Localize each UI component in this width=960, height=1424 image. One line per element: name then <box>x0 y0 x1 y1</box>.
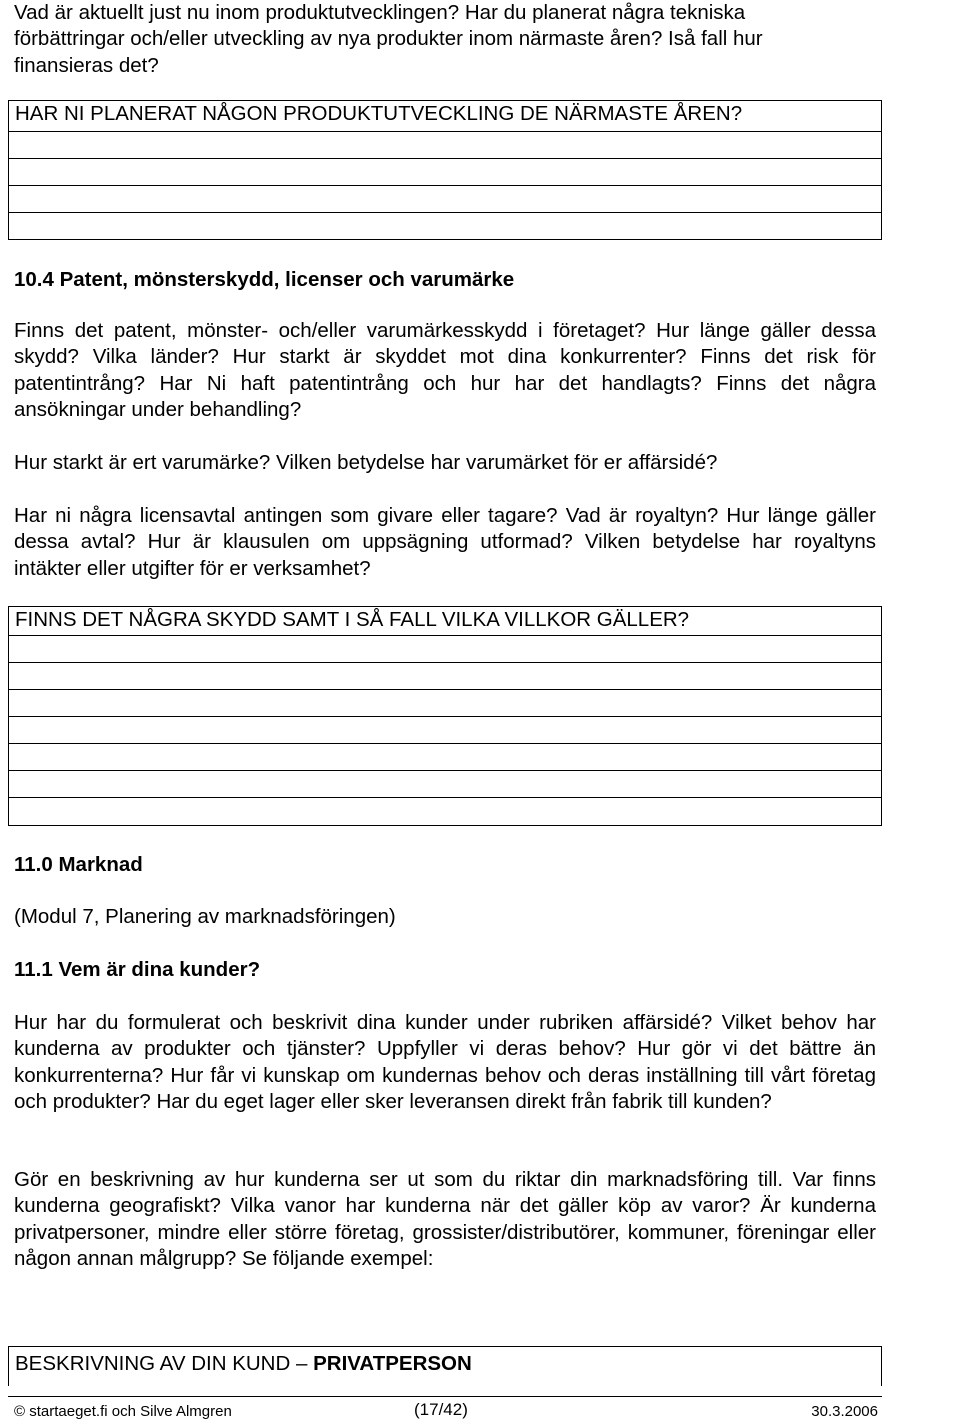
section-heading-11-0: 11.0 Marknad <box>14 853 143 876</box>
customers-paragraph: Hur har du formulerat och beskrivit dina kunder under rubriken affärsidé? Vilket behov har kunderna av produkter och tjänster? Uppfyller vi deras behov? Hur gör vi det bättre än konkurrenterna? Hur får vi kunskap om kundernas behov och deras inställning till vårt företag och produkter? Har du eget lager eller sker leveransen direkt från fabrik till kunden? <box>14 1011 876 1114</box>
answer-line <box>9 743 881 744</box>
patent-paragraph: Finns det patent, mönster- och/eller varumärkesskydd i företaget? Hur länge gäller dessa skydd? Vilka länder? Hur starkt är skyddet mot dina konkurrenter? Finns det risk för patentintrång? Har Ni haft patentintrång och hur har det handlagts? Finns det några ansökningar under behandling? <box>14 319 876 422</box>
footer-page-number: (17/42) <box>414 1400 468 1419</box>
answer-line <box>9 212 881 213</box>
protection-answer-box[interactable] <box>8 606 882 826</box>
section-heading-10-4: 10.4 Patent, mönsterskydd, licenser och varumärke <box>14 268 515 291</box>
answer-line <box>9 689 881 690</box>
customer-description-paragraph: Gör en beskrivning av hur kunderna ser ut som du riktar din marknadsföring till. Var finns kunderna geografiskt? Vilka vanor har kunderna när det gäller köp av varor? Är kunderna privatpersoner, mindre eller större företag, grossister/distributörer, kommuner, föreningar eller någon annan målgrupp? Se följande exempel: <box>14 1168 876 1271</box>
intro-line-2: förbättringar och/eller utveckling av nya produkter inom närmaste åren? Iså fall hur <box>14 27 763 51</box>
intro-line-1: Vad är aktuellt just nu inom produktutvecklingen? Har du planerat några tekniska <box>14 1 746 24</box>
answer-line <box>9 770 881 771</box>
footer-copyright: © startaeget.fi och Silve Almgren <box>14 1403 232 1420</box>
page-footer <box>14 1400 878 1423</box>
module-reference: (Modul 7, Planering av marknadsföringen) <box>14 905 396 928</box>
box-header-normal: BESKRIVNING AV DIN KUND – <box>15 1352 314 1375</box>
box-header <box>9 1351 472 1377</box>
footer-date: 30.3.2006 <box>811 1403 878 1420</box>
section-heading-11-1: 11.1 Vem är dina kunder? <box>14 958 261 981</box>
answer-line <box>9 797 881 798</box>
license-paragraph: Har ni några licensavtal antingen som givare eller tagare? Vad är royaltyn? Hur länge gäller dessa avtal? Hur är klausulen om uppsägning utformad? Vilken betydelse har royaltyns intäkter eller utgifter för er verksamhet? <box>14 504 876 580</box>
answer-line <box>9 635 881 636</box>
trademark-paragraph: Hur starkt är ert varumärke? Vilken betydelse har varumärket för er affärsidé? <box>14 451 718 474</box>
intro-line-3: finansieras det? <box>14 53 159 77</box>
box-header: HAR NI PLANERAT NÅGON PRODUKTUTVECKLING DE NÄRMASTE ÅREN? <box>15 102 743 125</box>
answer-line <box>9 185 881 186</box>
answer-line <box>9 662 881 663</box>
answer-line <box>9 158 881 159</box>
answer-line <box>9 716 881 717</box>
customer-description-box[interactable] <box>8 1346 882 1386</box>
intro-paragraph <box>14 0 876 79</box>
footer-divider <box>8 1396 882 1397</box>
product-development-answer-box[interactable] <box>8 100 882 240</box>
box-header-bold: PRIVATPERSON <box>313 1352 472 1375</box>
box-header: FINNS DET NÅGRA SKYDD SAMT I SÅ FALL VILKA VILLKOR GÄLLER? <box>15 608 690 631</box>
answer-line <box>9 131 881 132</box>
